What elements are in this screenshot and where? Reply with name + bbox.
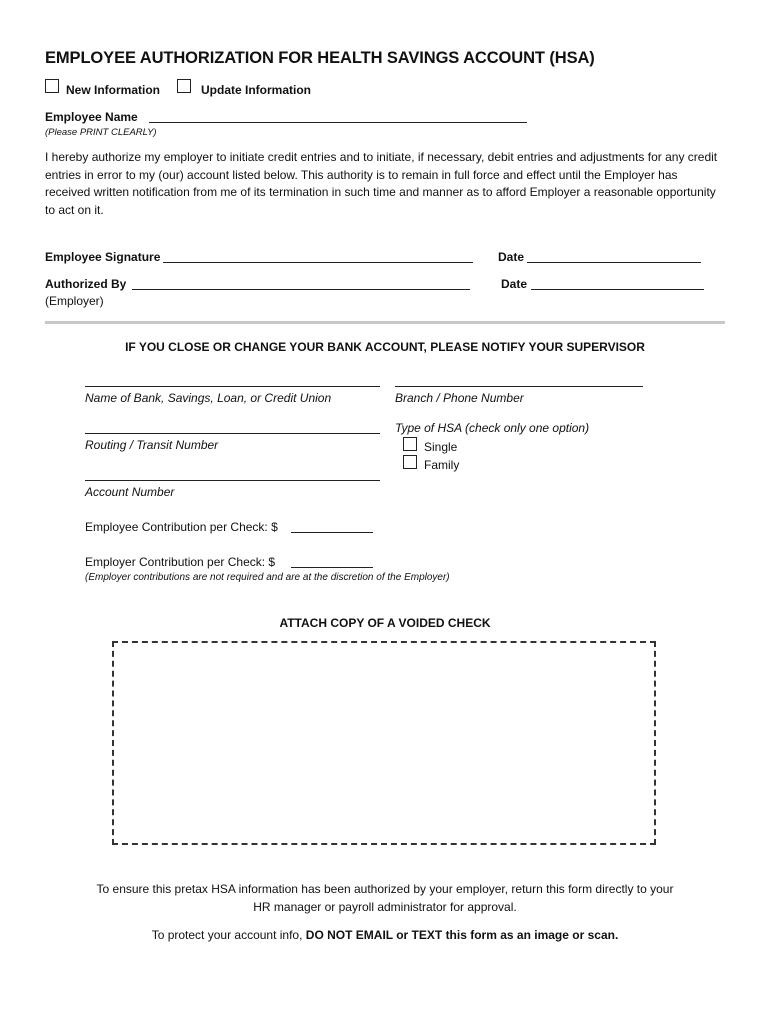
bank-name-label: Name of Bank, Savings, Loan, or Credit Union xyxy=(85,391,332,405)
section-divider xyxy=(45,321,725,324)
employee-contribution-label: Employee Contribution per Check: $ xyxy=(85,520,278,534)
privacy-warning xyxy=(20,928,750,942)
routing-number-label: Routing / Transit Number xyxy=(85,438,219,452)
new-information-checkbox[interactable] xyxy=(45,79,59,93)
hsa-family-checkbox[interactable] xyxy=(403,455,417,469)
authorized-date-label: Date xyxy=(501,277,528,291)
print-clearly-note: (Please PRINT CLEARLY) xyxy=(45,127,157,138)
return-instructions-line1: To ensure this pretax HSA information has been authorized by your employer, return this form directly to your xyxy=(96,882,674,896)
new-information-label: New Information xyxy=(66,83,161,97)
bank-change-notice: IF YOU CLOSE OR CHANGE YOUR BANK ACCOUNT, PLEASE NOTIFY YOUR SUPERVISOR xyxy=(125,340,645,354)
bank-name-field[interactable] xyxy=(85,386,380,387)
authorized-by-field[interactable] xyxy=(132,289,470,290)
voided-check-label: ATTACH COPY OF A VOIDED CHECK xyxy=(279,616,491,630)
authorized-date-field[interactable] xyxy=(531,289,704,290)
hsa-type-label: Type of HSA (check only one option) xyxy=(395,421,590,435)
voided-check-attachment-area xyxy=(112,641,656,845)
employer-contribution-field[interactable] xyxy=(291,567,373,568)
return-instructions-line2: HR manager or payroll administrator for approval. xyxy=(253,900,517,914)
employer-contribution-label: Employer Contribution per Check: $ xyxy=(85,555,276,569)
hsa-single-checkbox[interactable] xyxy=(403,437,417,451)
authorized-by-label: Authorized By xyxy=(45,277,127,291)
employee-name-label: Employee Name xyxy=(45,110,138,124)
employee-contribution-field[interactable] xyxy=(291,532,373,533)
employee-signature-label: Employee Signature xyxy=(45,250,161,264)
branch-phone-field[interactable] xyxy=(395,386,643,387)
hsa-single-label: Single xyxy=(424,440,458,454)
update-information-label: Update Information xyxy=(201,83,311,97)
signature-date-field[interactable] xyxy=(527,262,701,263)
update-information-checkbox[interactable] xyxy=(177,79,191,93)
routing-number-field[interactable] xyxy=(85,433,380,434)
employer-sublabel: (Employer) xyxy=(45,294,104,308)
employee-signature-field[interactable] xyxy=(163,262,473,263)
form-title: EMPLOYEE AUTHORIZATION FOR HEALTH SAVINGS ACCOUNT (HSA) xyxy=(45,49,595,67)
employer-contribution-note: (Employer contributions are not required and are at the discretion of the Employer) xyxy=(85,572,450,583)
hsa-family-label: Family xyxy=(424,458,460,472)
privacy-warning-bold: DO NOT EMAIL or TEXT this form as an image or scan. xyxy=(305,928,619,942)
branch-phone-label: Branch / Phone Number xyxy=(395,391,524,405)
privacy-warning-prefix: To protect your account info, xyxy=(151,928,306,942)
authorization-paragraph: I hereby authorize my employer to initiate credit entries and to initiate, if necessary, debit entries and adjustments for any credit entries in error to my (our) account listed below. This authority is to remain in full force and effect until the Employer has received written notification from me of its termination in such time and manner as to afford Employer a reasonable opportunity to act on it. xyxy=(45,150,718,217)
account-number-label: Account Number xyxy=(85,485,175,499)
signature-date-label: Date xyxy=(498,250,525,264)
account-number-field[interactable] xyxy=(85,480,380,481)
employee-name-field[interactable] xyxy=(149,122,527,123)
